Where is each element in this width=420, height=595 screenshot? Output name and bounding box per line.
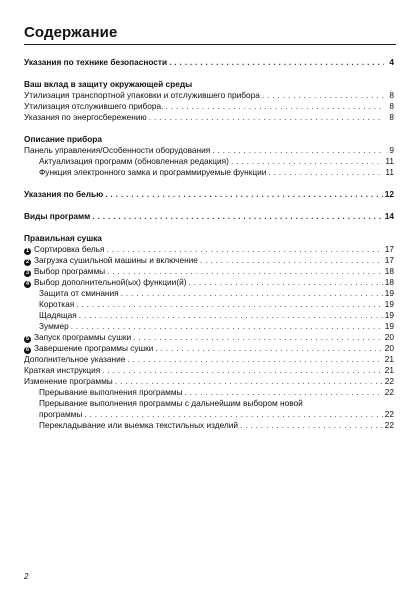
toc-entry[interactable]: Утилизация транспортной упаковки и отслужившего прибора . . . 8 bbox=[24, 90, 394, 101]
toc-subentry-wrapped-line[interactable]: Прерывание выполнения программы с дальнейшим выбором новой bbox=[39, 398, 303, 408]
step-number-icon: 5 bbox=[25, 335, 30, 342]
toc-entry[interactable]: Панель управления/Особенности оборудования . . . 9 bbox=[24, 145, 394, 156]
toc-subentry[interactable]: Перекладывание или выемка текстильных изделий . . . 22 bbox=[24, 420, 394, 431]
section-heading-description: Описание прибора bbox=[24, 134, 102, 144]
toc-step[interactable]: 5 Запуск программы сушки . . . 20 bbox=[24, 332, 394, 343]
toc-entry[interactable]: Изменение программы . . . 22 bbox=[24, 376, 394, 387]
step-number-icon: 2 bbox=[25, 258, 30, 265]
toc-entry[interactable]: Дополнительное указание . . . 21 bbox=[24, 354, 394, 365]
toc-entry-programs[interactable]: Виды программ . . . 14 bbox=[24, 211, 394, 222]
toc-subentry[interactable]: Прерывание выполнения программы . . . 22 bbox=[24, 387, 394, 398]
table-of-contents bbox=[24, 57, 394, 431]
toc-subentry[interactable]: Защита от сминания . . . 19 bbox=[24, 288, 394, 299]
section-heading-drying: Правильная сушка bbox=[24, 233, 102, 243]
toc-subentry[interactable]: Короткая . . . 19 bbox=[24, 299, 394, 310]
toc-step[interactable]: 2 Загрузка сушильной машины и включение . . . 17 bbox=[24, 255, 394, 266]
title-rule bbox=[24, 44, 396, 45]
page-number: 2 bbox=[24, 572, 29, 581]
toc-entry[interactable]: Указания по энергосбережению . . . 8 bbox=[24, 112, 394, 123]
toc-step[interactable]: 3 Выбор программы . . . 18 bbox=[24, 266, 394, 277]
toc-subentry[interactable]: Функция электронного замка и программируемые функции . . . 11 bbox=[24, 167, 394, 178]
toc-subentry[interactable]: Актуализация программ (обновленная редакция) . . . 11 bbox=[24, 156, 394, 167]
toc-step[interactable]: 6 Завершение программы сушки . . . 20 bbox=[24, 343, 394, 354]
step-number-icon: 3 bbox=[25, 269, 30, 276]
toc-step[interactable]: 4 Выбор дополнительной(ых) функции(й) . . . 18 bbox=[24, 277, 394, 288]
toc-entry[interactable]: Утилизация отслужившего прибора. . . . 8 bbox=[24, 101, 394, 112]
step-number-icon: 4 bbox=[25, 280, 30, 287]
toc-entry[interactable]: Краткая инструкция . . . 21 bbox=[24, 365, 394, 376]
toc-entry-safety[interactable]: Указания по технике безопасности . . . 4 bbox=[24, 57, 394, 68]
toc-subentry[interactable]: программы . . . 22 bbox=[24, 409, 394, 420]
toc-step[interactable]: 1 Сортировка белья . . . 17 bbox=[24, 244, 394, 255]
step-number-icon: 1 bbox=[25, 247, 30, 254]
toc-entry-laundry[interactable]: Указания по белью . . . 12 bbox=[24, 189, 394, 200]
page-title: Содержание bbox=[24, 24, 118, 41]
toc-subentry[interactable]: Щадящая . . . 19 bbox=[24, 310, 394, 321]
step-number-icon: 6 bbox=[25, 346, 30, 353]
toc-subentry[interactable]: Зуммер . . . 19 bbox=[24, 321, 394, 332]
section-heading-environment: Ваш вклад в защиту окружающей среды bbox=[24, 79, 193, 89]
